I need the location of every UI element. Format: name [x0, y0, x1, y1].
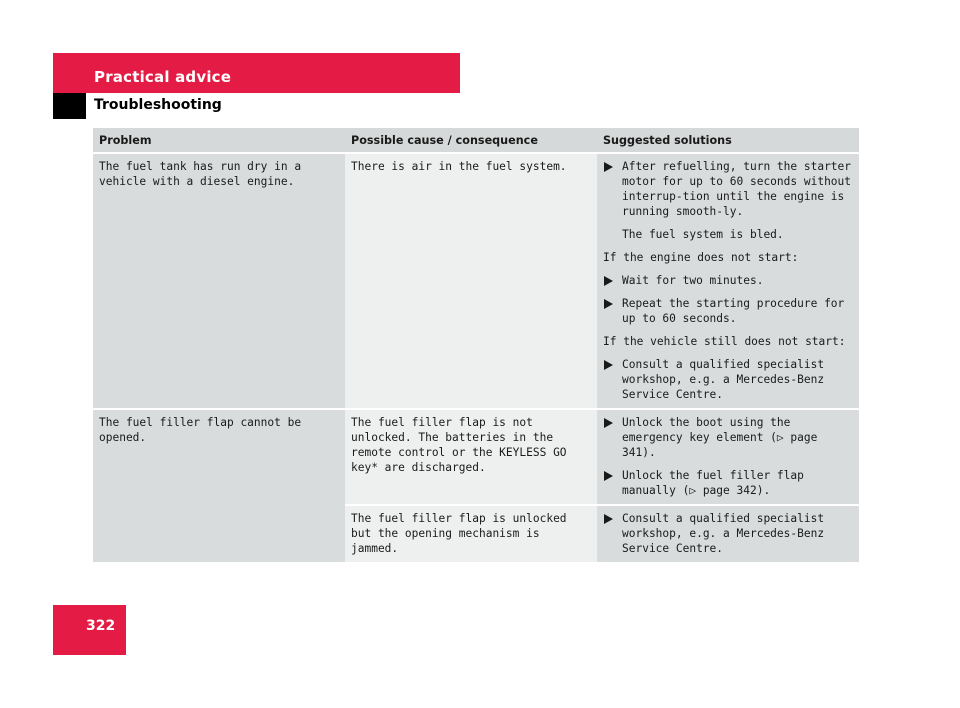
table-row: [93, 154, 859, 410]
solution-step: [603, 273, 853, 288]
solution-step: [603, 159, 853, 219]
solution-condition: If the vehicle still does not start:: [603, 335, 846, 348]
arrow-right-icon: [604, 276, 613, 286]
solution-step-text: Unlock the fuel filler flap manually (▷ page 342).: [622, 469, 804, 497]
solution-result: The fuel system is bled.: [622, 228, 784, 241]
arrow-right-icon: [604, 471, 613, 481]
solution-condition: If the engine does not start:: [603, 251, 799, 264]
solution-step-text: Consult a qualified specialist workshop, e.g. a Mercedes-Benz Service Centre.: [622, 358, 825, 401]
table-header-row: [93, 128, 859, 154]
solutions-cell: [597, 410, 859, 506]
solutions-cell: [597, 154, 859, 410]
solution-step-text: After refuelling, turn the starter motor for up to 60 seconds without interrup-tion until the engine is running smooth-ly.: [622, 160, 852, 218]
solutions-cell: [597, 506, 859, 564]
subsection-marker: [53, 93, 86, 119]
solution-step: [603, 296, 853, 326]
solution-step-text: Wait for two minutes.: [622, 274, 764, 287]
cause-cell: There is air in the fuel system.: [345, 154, 597, 410]
problem-cell: The fuel tank has run dry in a vehicle with a diesel engine.: [93, 154, 345, 410]
solution-step: [603, 511, 853, 556]
arrow-right-icon: [604, 299, 613, 309]
subsection-title: Troubleshooting: [94, 97, 222, 113]
solution-step-text: Consult a qualified specialist workshop, e.g. a Mercedes-Benz Service Centre.: [622, 512, 825, 555]
arrow-right-icon: [604, 162, 613, 172]
cause-cell: The fuel filler flap is not unlocked. The batteries in the remote control or the KEYLESS GO key* are discharged.: [345, 410, 597, 506]
column-header-solutions: Suggested solutions: [597, 128, 859, 154]
column-header-problem: Problem: [93, 128, 345, 154]
arrow-right-icon: [604, 418, 613, 428]
column-header-cause: Possible cause / consequence: [345, 128, 597, 154]
section-title: Practical advice: [94, 68, 232, 86]
page-number: 322: [86, 618, 116, 634]
arrow-right-icon: [604, 514, 613, 524]
solution-step: [603, 357, 853, 402]
solution-step: [603, 468, 853, 498]
problem-cell: The fuel filler flap cannot be opened.: [93, 410, 345, 564]
troubleshooting-table: [93, 128, 859, 564]
arrow-right-icon: [604, 360, 613, 370]
table-row: [93, 410, 859, 506]
solution-step-text: Repeat the starting procedure for up to 60 seconds.: [622, 297, 845, 325]
cause-cell: The fuel filler flap is unlocked but the opening mechanism is jammed.: [345, 506, 597, 564]
solution-step: [603, 415, 853, 460]
solution-step-text: Unlock the boot using the emergency key element (▷ page 341).: [622, 416, 818, 459]
